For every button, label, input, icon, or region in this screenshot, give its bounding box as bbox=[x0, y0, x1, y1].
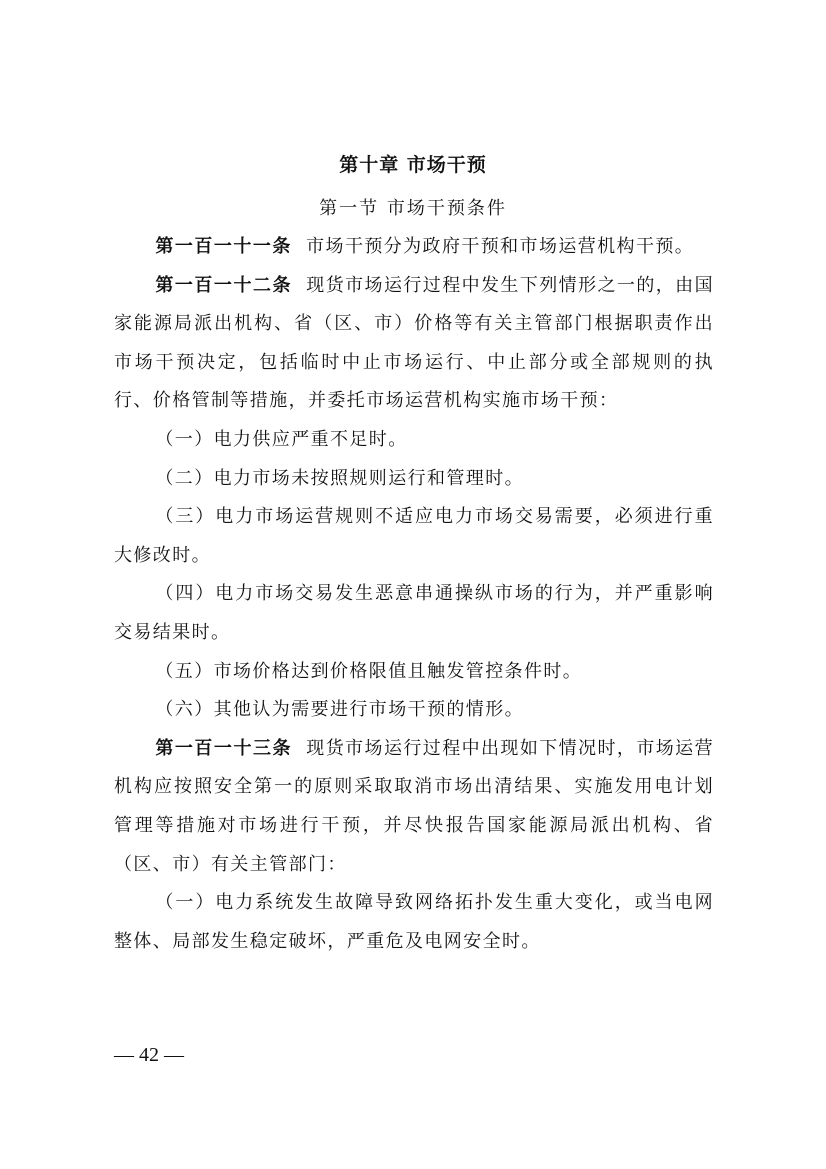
paragraph-text: 市场干预分为政府干预和市场运营机构干预。 bbox=[306, 236, 695, 257]
page-number: — 42 — bbox=[114, 1044, 184, 1066]
chapter-title: 第十章 市场干预 bbox=[339, 154, 487, 176]
paragraph bbox=[114, 730, 714, 884]
list-item-text: （四）电力市场交易发生恶意串通操纵市场的行为，并严重影响交易结果时。 bbox=[114, 583, 714, 643]
section-title: 第一节 市场干预条件 bbox=[319, 198, 507, 219]
list-item-text: （三）电力市场运营规则不适应电力市场交易需要，必须进行重大修改时。 bbox=[114, 506, 714, 566]
paragraph bbox=[114, 267, 714, 421]
document-body bbox=[114, 228, 714, 961]
paragraph-text: 现货市场运行过程中出现如下情况时，市场运营机构应按照安全第一的原则采取取消市场出清结果、实施发用电计划管理等措施对市场进行干预，并尽快报告国家能源局派出机构、省（区、市）有关主管部门： bbox=[114, 737, 714, 875]
list-item-text: （五）市场价格达到价格限值且触发管控条件时。 bbox=[155, 660, 583, 682]
list-item bbox=[114, 575, 714, 652]
paragraph bbox=[114, 228, 714, 267]
list-item-text: （六）其他认为需要进行市场干预的情形。 bbox=[155, 699, 524, 721]
list-item-text: （一）电力供应严重不足时。 bbox=[155, 428, 408, 450]
list-item bbox=[114, 691, 714, 730]
list-item bbox=[114, 460, 714, 499]
list-item-text: （一）电力系统发生故障导致网络拓扑发生重大变化，或当电网整体、局部发生稳定破坏，严重危及电网安全时。 bbox=[114, 892, 714, 952]
paragraph-text: 现货市场运行过程中发生下列情形之一的，由国家能源局派出机构、省（区、市）价格等有关主管部门根据职责作出市场干预决定，包括临时中止市场运行、中止部分或全部规则的执行、价格管制等措施，并委托市场运营机构实施市场干预： bbox=[114, 274, 714, 412]
list-item bbox=[114, 498, 714, 575]
article-number: 第一百一十一条 bbox=[155, 236, 292, 257]
article-number: 第一百一十三条 bbox=[155, 737, 292, 759]
article-number: 第一百一十二条 bbox=[155, 274, 292, 296]
list-item bbox=[114, 421, 714, 460]
list-item bbox=[114, 884, 714, 961]
list-item bbox=[114, 653, 714, 692]
list-item-text: （二）电力市场未按照规则运行和管理时。 bbox=[155, 467, 524, 489]
